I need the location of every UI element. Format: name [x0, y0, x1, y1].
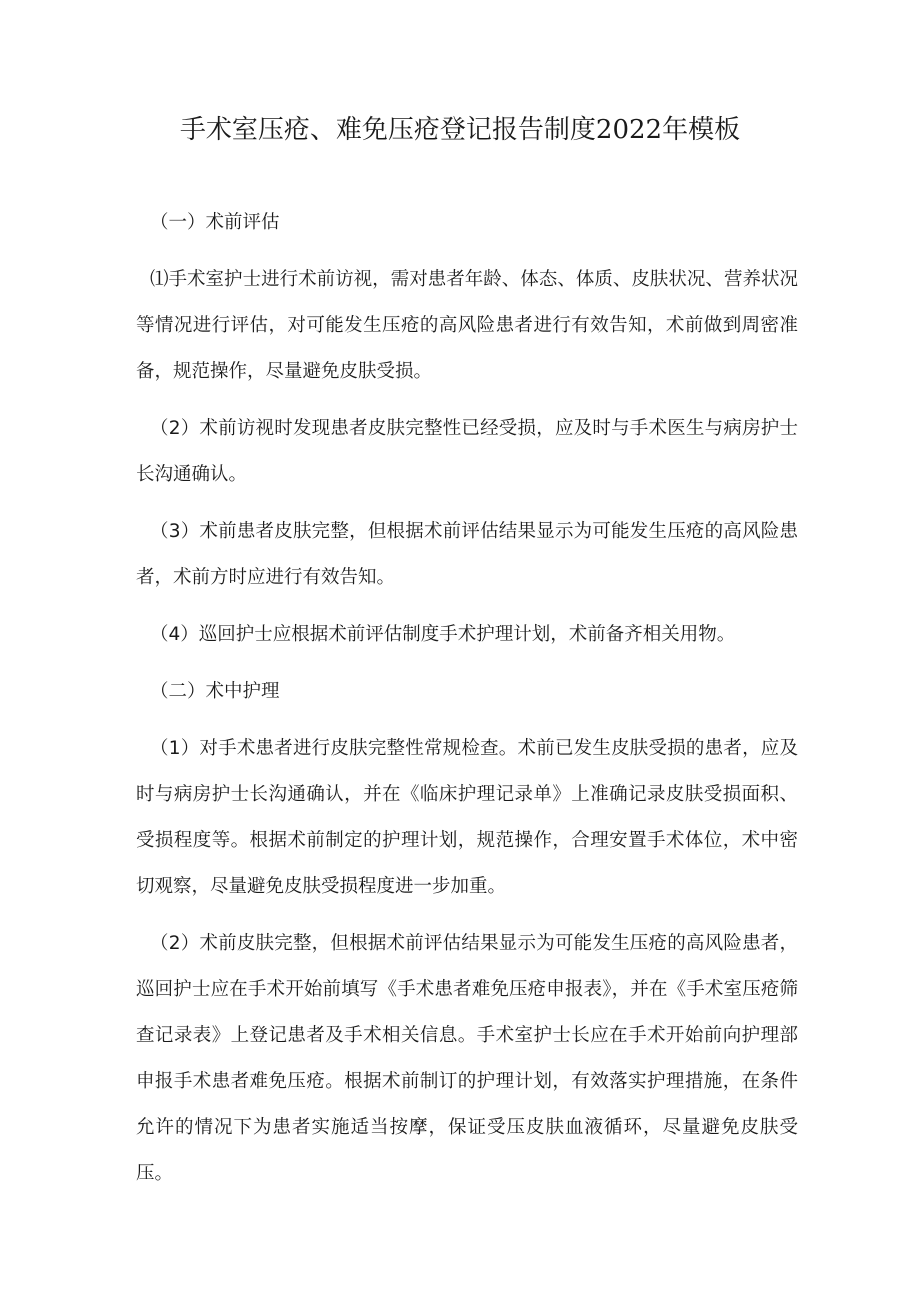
paragraph-intraop-2: （2）术前皮肤完整，但根据术前评估结果显示为可能发生压疮的高风险患者，巡回护士应在手术开始前填写《手术患者难免压疮申报表》，并在《手术室压疮筛查记录表》上登记患者及手术相关信息。手术室护士长应在手术开始前向护理部申报手术患者难免压疮。根据术前制订的护理计划，有效落实护理措施，在条件允许的情况下为患者实施适当按摩，保证受压皮肤血液循环，尽量避免皮肤受压。 — [136, 933, 798, 1184]
section-heading-intraop: （二）术中护理 — [150, 681, 280, 702]
paragraph-preop-3: （3）术前患者皮肤完整，但根据术前评估结果显示为可能发生压疮的高风险患者，术前方时应进行有效告知。 — [136, 521, 798, 588]
paragraph-intraop-1: （1）对手术患者进行皮肤完整性常规检查。术前已发生皮肤受损的患者，应及时与病房护士长沟通确认，并在《临床护理记录单》上准确记录皮肤受损面积、受损程度等。根据术前制定的护理计划，规范操作，合理安置手术体位，术中密切观察，尽量避免皮肤受损程度进一步加重。 — [136, 738, 798, 897]
document-title: 手术室压疮、难免压疮登记报告制度2022年模板 — [179, 115, 741, 145]
paragraph-preop-1: ⑴手术室护士进行术前访视，需对患者年龄、体态、体质、皮肤状况、营养状况等情况进行评估，对可能发生压疮的高风险患者进行有效告知，术前做到周密准备，规范操作，尽量避免皮肤受损。 — [136, 269, 798, 382]
section-heading-preop: （一）术前评估 — [150, 212, 280, 233]
paragraph-preop-4: （4）巡回护士应根据术前评估制度手术护理计划，术前备齐相关用物。 — [150, 624, 736, 645]
paragraph-preop-2: （2）术前访视时发现患者皮肤完整性已经受损，应及时与手术医生与病房护士长沟通确认。 — [136, 418, 798, 485]
document-body — [136, 200, 798, 1208]
